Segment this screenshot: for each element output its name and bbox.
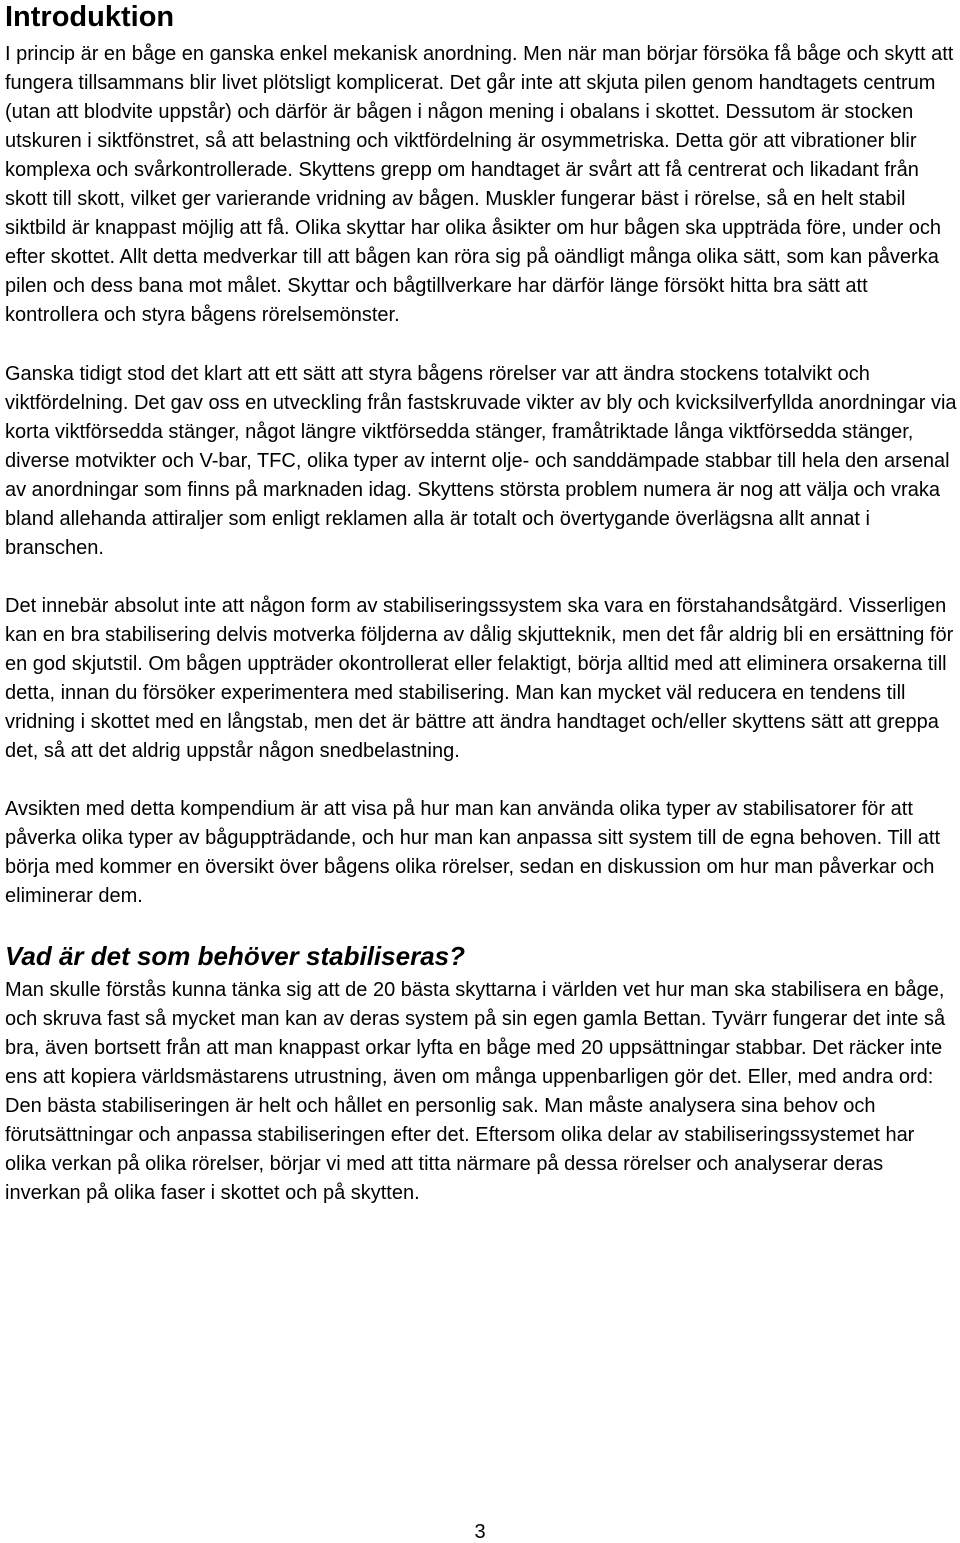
intro-paragraph-2: Ganska tidigt stod det klart att ett sätt att styra bågens rörelser var att ändra stockens totalvikt och viktfördelning. Det gav oss en utveckling från fastskruvade vikter av bly och kvicksilverfyllda anordningar via korta viktförsedda stänger, något längre viktförsedda stänger, framåtriktade långa viktförsedda stänger, diverse motvikter och V-bar, TFC, olika typer av internt olje- och sanddämpade stabbar till hela den arsenal av anordningar som finns på marknaden idag. Skyttens största problem numera är nog att välja och vraka bland allehanda attiraljer som enligt reklamen alla är totalt och övertygande överlägsna allt annat i branschen. [5,363,957,559]
section-block [5,940,957,1208]
page-number: 3 [474,1521,486,1543]
intro-paragraph-3: Det innebär absolut inte att någon form av stabiliseringssystem ska vara en förstahandsåtgärd. Visserligen kan en bra stabilisering delvis motverka följderna av dålig skjutteknik, men det får aldrig bli en ersättning för en god skjutstil. Om bågen uppträder okontrollerat eller felaktigt, börja alltid med att eliminera orsakerna till detta, innan du försöker experimentera med stabilisering. Man kan mycket väl reducera en tendens till vridning i skottet med en långstab, men det är bättre att ändra handtaget och/eller skyttens sätt att greppa det, så att det aldrig uppstår någon snedbelastning. [5,595,954,762]
intro-paragraph-4: Avsikten med detta kompendium är att visa på hur man kan använda olika typer av stabilisatorer för att påverka olika typer av båguppträdande, och hur man kan anpassa sitt system till de egna behoven. Till att börja med kommer en översikt över bågens olika rörelser, sedan en diskussion om hur man påverkar och eliminerar dem. [5,798,940,907]
document-page [5,0,957,1208]
intro-paragraph-1: I princip är en båge en ganska enkel mekanisk anordning. Men när man börjar försöka få båge och skytt att fungera tillsammans blir livet plötsligt komplicerat. Det går inte att skjuta pilen genom handtagets centrum (utan att blodvite uppstår) och därför är bågen i någon mening i obalans i skottet. Dessutom är stocken utskuren i siktfönstret, så att belastning och viktfördelning är osymmetriska. Detta gör att vibrationer blir komplexa och svårkontrollerade. Skyttens grepp om handtaget är svårt att få centrerat och likadant från skott till skott, vilket ger varierande vridning av bågen. Muskler fungerar bäst i rörelse, så en helt stabil siktbild är knappast möjlig att få. Olika skyttar har olika åsikter om hur bågen ska uppträda före, under och efter skottet. Allt detta medverkar till att bågen kan röra sig på oändligt många olika sätt, som kan påverka pilen och dess bana mot målet. Skyttar och bågtillverkare har därför länge försökt hitta bra sätt att kontrollera och styra bågens rörelsemönster. [5,43,954,326]
section-paragraph: Man skulle förstås kunna tänka sig att de 20 bästa skyttarna i världen vet hur man ska stabilisera en båge, och skruva fast så mycket man kan av deras system på sin egen gamla Bettan. Tyvärr fungerar det inte så bra, även bortsett från att man knappast orkar lyfta en båge med 20 uppsättningar stabbar. Det räcker inte ens att kopiera världsmästarens utrustning, även om många uppenbarligen gör det. Eller, med andra ord: Den bästa stabiliseringen är helt och hållet en personlig sak. Man måste analysera sina behov och förutsättningar och anpassa stabiliseringen efter det. Eftersom olika delar av stabiliseringssystemet har olika verkan på olika rörelser, börjar vi med att titta närmare på dessa rörelser och analyserar deras inverkan på olika faser i skottet och på skytten. [5,979,946,1204]
page-title: Introduktion [5,1,175,33]
section-heading: Vad är det som behöver stabiliseras? [5,941,465,971]
